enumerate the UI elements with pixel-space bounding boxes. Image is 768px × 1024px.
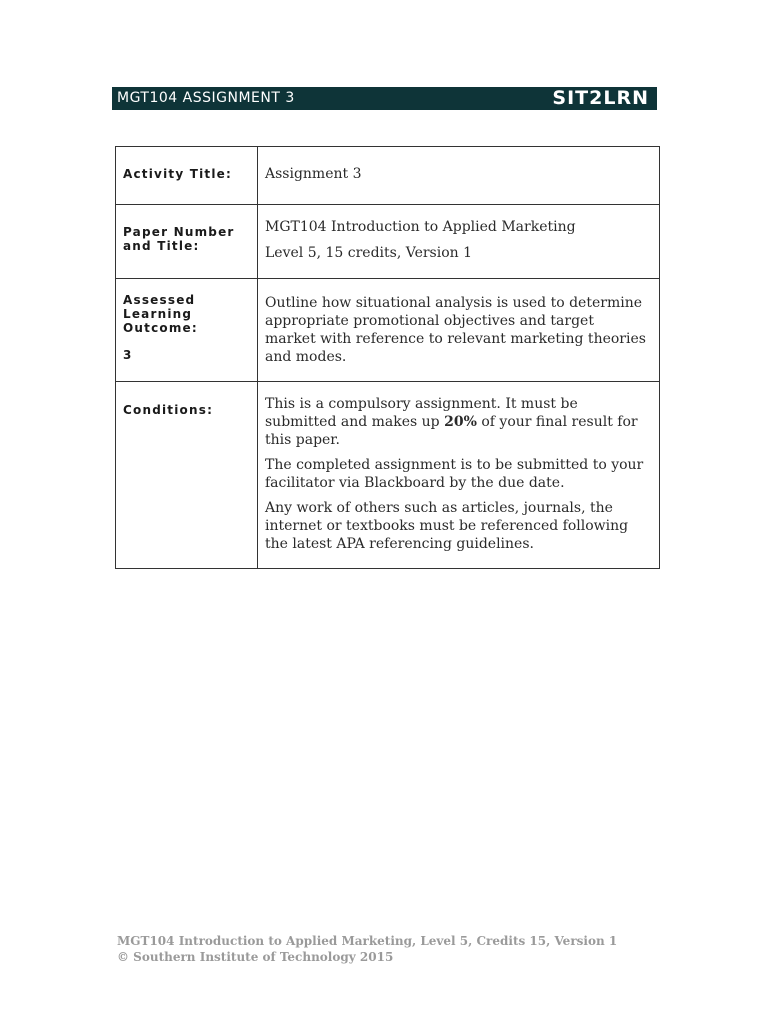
footer-course-info: MGT104 Introduction to Applied Marketing, Level 5, Credits 15, Version 1: [117, 934, 618, 948]
page-footer: [117, 933, 657, 965]
conditions-label: Conditions:: [116, 382, 258, 569]
assignment-info-table: [115, 146, 660, 569]
learning-outcome-row: [116, 279, 660, 382]
learning-outcome-label-cell: [116, 279, 258, 382]
paper-number-label: Paper Number and Title:: [116, 205, 258, 279]
conditions-paragraph-1: [265, 395, 649, 449]
paper-number-row: [116, 205, 660, 279]
conditions-paragraph-3: Any work of others such as articles, journals, the internet or textbooks must be referenced following the latest APA referencing guidelines.: [265, 500, 629, 552]
conditions-value: [258, 382, 660, 569]
conditions-p1-percentage: 20%: [444, 414, 477, 430]
learning-outcome-number: 3: [123, 348, 133, 362]
header-bar: [112, 87, 657, 110]
paper-details: Level 5, 15 credits, Version 1: [265, 245, 473, 261]
conditions-p1-text-end: of your final result for this paper.: [265, 414, 638, 448]
activity-title-row: [116, 147, 660, 205]
document-header-title: MGT104 ASSIGNMENT 3: [117, 90, 295, 106]
sit2lrn-logo: SIT2LRN: [552, 87, 649, 109]
conditions-paragraph-2: The completed assignment is to be submitted to your facilitator via Blackboard by the due date.: [265, 457, 644, 491]
conditions-p1-text: This is a compulsory assignment. It must be submitted and makes up: [265, 396, 578, 430]
paper-title: MGT104 Introduction to Applied Marketing: [265, 219, 576, 235]
learning-outcome-label: Assessed Learning Outcome:: [123, 293, 198, 335]
footer-copyright: © Southern Institute of Technology 2015: [117, 950, 394, 964]
activity-title-label: Activity Title:: [116, 147, 258, 205]
learning-outcome-value: Outline how situational analysis is used to determine appropriate promotional objectives and target market with reference to relevant marketing theories and modes.: [258, 279, 660, 382]
paper-number-value: [258, 205, 660, 279]
conditions-row: [116, 382, 660, 569]
activity-title-value: Assignment 3: [258, 147, 660, 205]
